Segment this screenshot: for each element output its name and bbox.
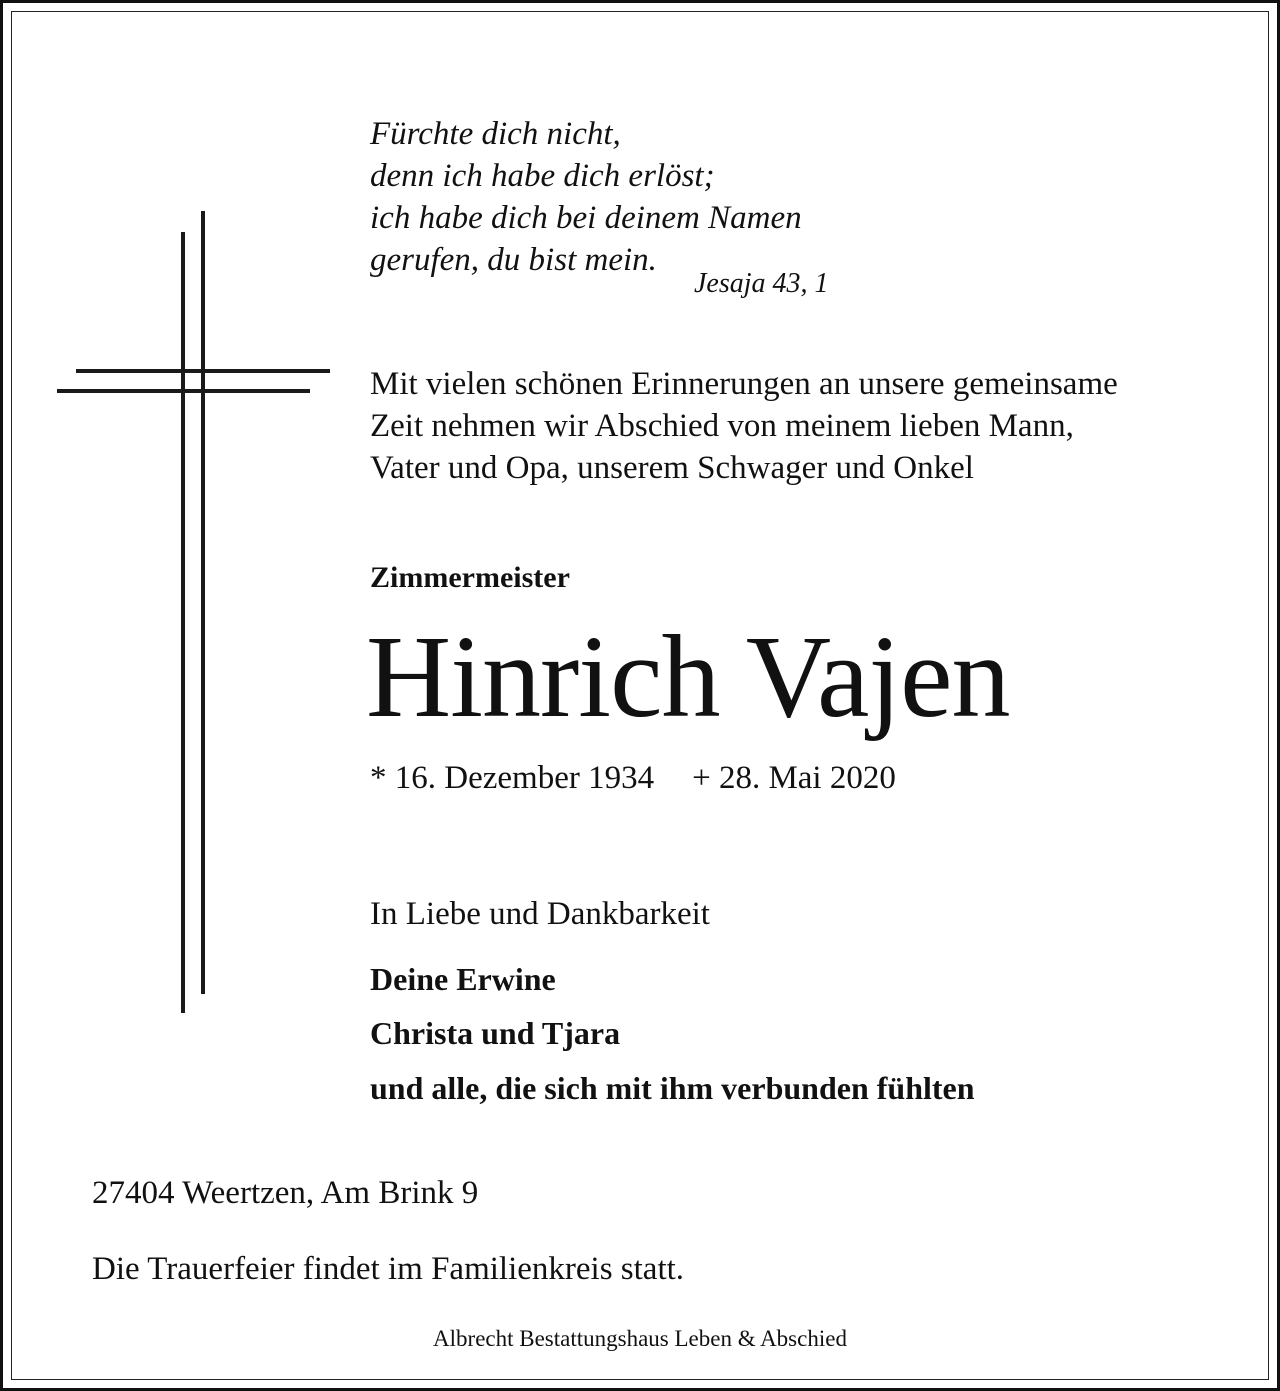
mourner-name: Deine Erwine [370,961,556,997]
death-date: + 28. Mai 2020 [692,760,896,796]
intro-line: Vater und Opa, unserem Schwager und Onkel [370,450,974,486]
cross-vertical-right [201,211,205,994]
intro-line: Mit vielen schönen Erinnerungen an unsere gemeinsame [370,366,1118,402]
ceremony-note: Die Trauerfeier findet im Familienkreis statt. [92,1251,685,1287]
quote-line: gerufen, du bist mein. [370,242,657,278]
quote-line: Fürchte dich nicht, [370,116,621,152]
mourner-name: Christa und Tjara [370,1015,621,1051]
address: 27404 Weertzen, Am Brink 9 [92,1175,479,1211]
deceased-name: Hinrich Vajen [366,611,1010,742]
mourner-name: und alle, die sich mit ihm verbunden fühlten [370,1070,975,1106]
birth-date: * 16. Dezember 1934 [370,760,655,796]
cross-horizontal-upper [76,369,330,373]
funeral-home-footer: Albrecht Bestattungshaus Leben & Abschied [433,1326,847,1351]
quote-line: ich habe dich bei deinem Namen [370,200,802,236]
intro-line: Zeit nehmen wir Abschied von meinem lieben Mann, [370,408,1074,444]
bible-quote [370,113,802,281]
life-dates [370,760,896,797]
closing-phrase: In Liebe und Dankbarkeit [370,896,710,932]
quote-reference: Jesaja 43, 1 [694,268,829,299]
cross-vertical-left [181,232,185,1013]
quote-line: denn ich habe dich erlöst; [370,158,715,194]
intro-paragraph [370,363,1118,489]
cross-horizontal-lower [57,389,310,393]
deceased-profession: Zimmermeister [370,561,570,594]
